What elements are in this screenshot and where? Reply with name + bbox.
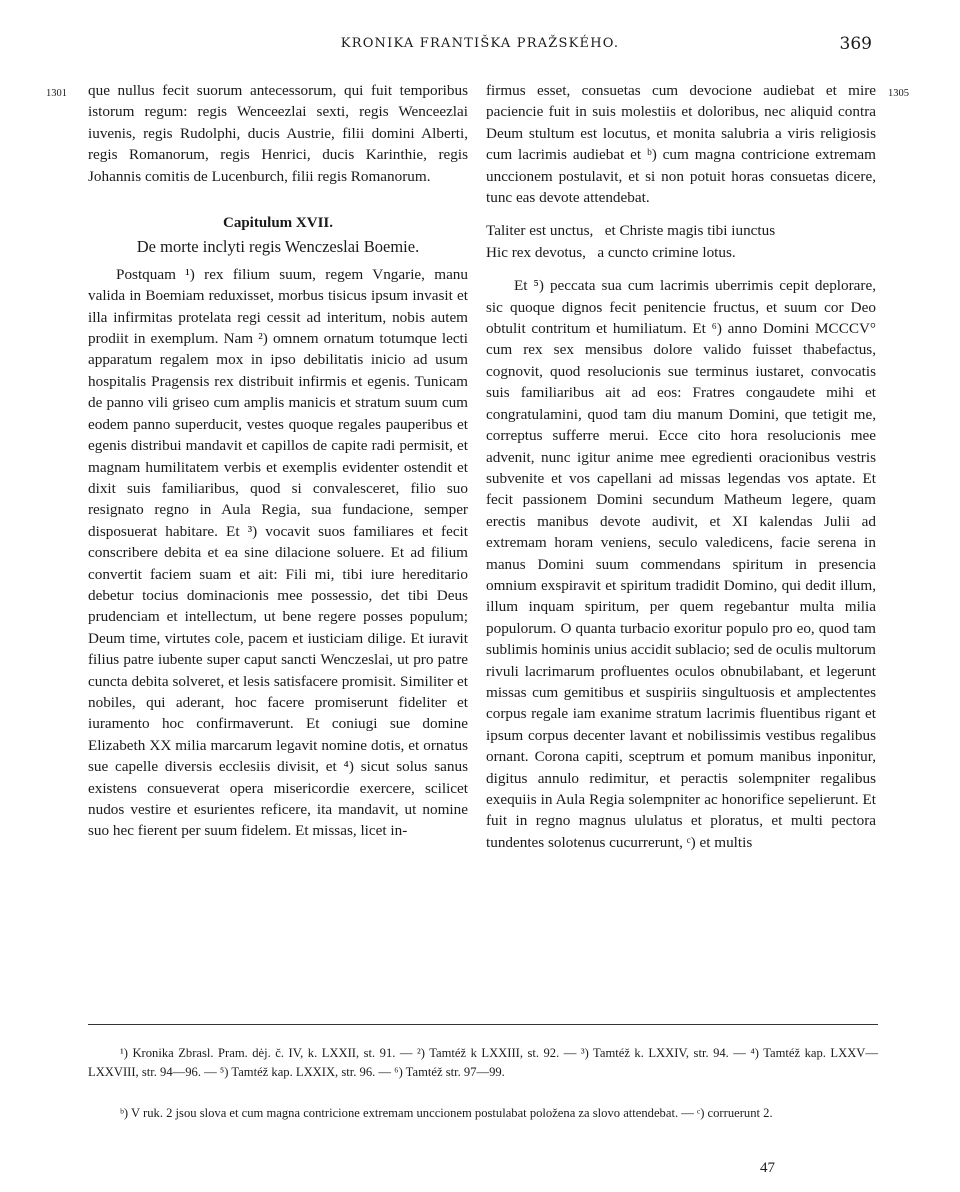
running-title: KRONIKA FRANTIŠKA PRAŽSKÉHO. — [340, 36, 620, 51]
critical-footnotes — [88, 1104, 878, 1123]
source-footnotes — [88, 1044, 878, 1082]
running-header — [0, 34, 960, 58]
critical-footnotes-text: ᵇ) V ruk. 2 jsou slova et cum magna contricione extremam unccionem postulabat položena za slovo attendebat. — ᶜ) corruerunt 2. — [120, 1106, 773, 1120]
signature-mark: 47 — [760, 1160, 775, 1176]
margin-year-left: 1301 — [46, 88, 67, 99]
left-column — [88, 80, 468, 842]
left-paragraph-main: Postquam ¹) rex filium suum, regem Vngarie, manu valida in Boemiam reduxisset, morbus tisicus ipsum invasit et illa infirmitas protelata regi cessit ad interitum, nobis autem prodiit in exemplum. Nam ²) omnem ornatum totumque lecti apparatum regalem mox in ipso debilitatis inicio ad usum hospitalis Pragensis rex distribuit infirmis et egenis. Tunicam de panno vili griseo cum amplis manicis et stratum suum cum eodem panno superducit, vestes quoque regales pauperibus et egenis distribui mandavit et capillos de capite radi permisit, et magnam humilitatem verbis et exemplis evidenter ostendit et dixit suis familiaribus, quod si convalesceret, filio suo resignato regno in Aula Regia, sua fundacione, semper disposuerat habitare. Et ³) vocavit suos familiares et fecit conscribere debita et ea sine dilacione soluere. Et ad filium convertit faciem suam et ait: Fili mi, tibi iure hereditario debetur tocius dominacionis mee possessio, det tibi Deus prudenciam et intellectum, ut bene regere posses populum; Deum time, virtutes cole, pacem et iusticiam dilige. Et iuravit filius patre iubente super caput sancti Wenczeslai, ut pro patre cuncta debita solveret, et lesis satisfacere promisit. Similiter et nobiles, qui aderant, hoc facere promiserunt fideliter et iuramento hoc confirmaverunt. Et coniugi sue domine Elizabeth XX milia marcarum legavit nomine dotis, et ornatus sue capelle diversis ecclesiis divisit, et ⁴) sicut solus sanus existens consueverat opera misericordie exercere, scilicet nudos vestire et esurientes reficere, ita mandavit, ut nomine suo hec fierent per suum fidelem. Et missas, licet in- — [88, 265, 468, 840]
right-column — [486, 80, 876, 853]
verse-block — [486, 220, 876, 263]
right-paragraph-opening: firmus esset, consuetas cum devocione audiebat et mire paciencie fuit in suis molestiis et doloribus, nec aliquid contra Deum stultum est locutus, et monita salubria a viris religiosis cum lacrimis audiebat et ᵇ) cum magna contricione extremam unccionem postulavit, et si non potuit horas consuetas dicere, tunc eas devote attendebat. — [486, 82, 876, 207]
right-paragraph-main: Et ⁵) peccata sua cum lacrimis uberrimis cepit deplorare, sic quoque dignos fecit penitencie fructus, et suum cor Deo obtulit contritum et humiliatum. Et ⁶) anno Domini MCCCV° cum rex sex mensibus dolore valido fuisset thabefactus, cognovit, quod resolucionis sue terminus iustaret, convocatis suis familiaribus ait ad eos: Fratres congaudete mihi et congratulamini, quod tam diu manum Domini, que tetigit me, correptus sufferre merui. Ecce cito hora resolucionis mee advenit, nunc igitur anime mee egredienti oracionibus vestris subvenite et vos capellani ad missas legendas vos aptate. Et fecit passionem Domini secundum Matheum legere, quam erectis manibus devote audivit, et XI kalendas Julii ad extremam horam veniens, seculo valedicens, facie serena in manus Domini suum commendans spiritum in presencia omnium exspiravit et spiritum tradidit Domino, qui dedit illum, illum inquam spiritum, per quem regebantur multa milia populorum. O quanta turbacio exoritur populo pro eo, quod tam sublimis hominis unius accidit sublacio; sed de oculis multorum rivuli lacrimarum profluentes oculos obnubilabant, et legerunt missas cum gemitibus et suspiriis singultuosis et amplectentes corpus regale iam exanime stratum lacrimis fluentibus rigant et ipsum corpus decenter lavant et nobilissimis vestibus regalibus ornant. Corona capiti, sceptrum et pomum manibus inponitur, digitus annulo redimitur, et peractis solempniter regalibus exequiis in Aula Regia solempniter ac honorifice sepelierunt. Et fuit in regno magnus ululatus et ploratus, et multi pectora tundentes solotenus cucurrerunt, ᶜ) et multis — [486, 277, 876, 851]
verse-line-2: Hic rex devotus, a cuncto crimine lotus. — [486, 243, 736, 261]
source-footnotes-text: ¹) Kronika Zbrasl. Pram. dėj. č. IV, k. LXXII, st. 91. — ²) Tamtéž k LXXIII, st. 92. — ³) Tamtéž k. LXXIV, str. 94. — ⁴) Tamtéž kap. LXXV—LXXVIII, str. 94—96. — ⁵) Tamtéž kap. LXXIX, str. 96. — ⁶) Tamtéž str. 97—99. — [88, 1046, 878, 1079]
left-paragraph-opening: que nullus fecit suorum antecessorum, qui fuit temporibus istorum regum: regis Wenceezlai sexti, regis Wenceezlai iuvenis, regis Rudolphi, ducis Austrie, filii domini Alberti, regis Romanorum, regis Henrici, ducis Karinthie, regis Johannis comitis de Lucenburch, filii regis Romanorum. — [88, 82, 468, 185]
page-number: 369 — [839, 34, 872, 54]
chapter-subtitle: De morte inclyti regis Wenczeslai Boemie. — [136, 237, 420, 257]
footnote-divider — [88, 1024, 878, 1025]
verse-line-1: Taliter est unctus, et Christe magis tibi iunctus — [486, 222, 776, 240]
chapter-title: Capitulum XVII. — [222, 215, 334, 232]
margin-year-right: 1305 — [888, 88, 909, 99]
